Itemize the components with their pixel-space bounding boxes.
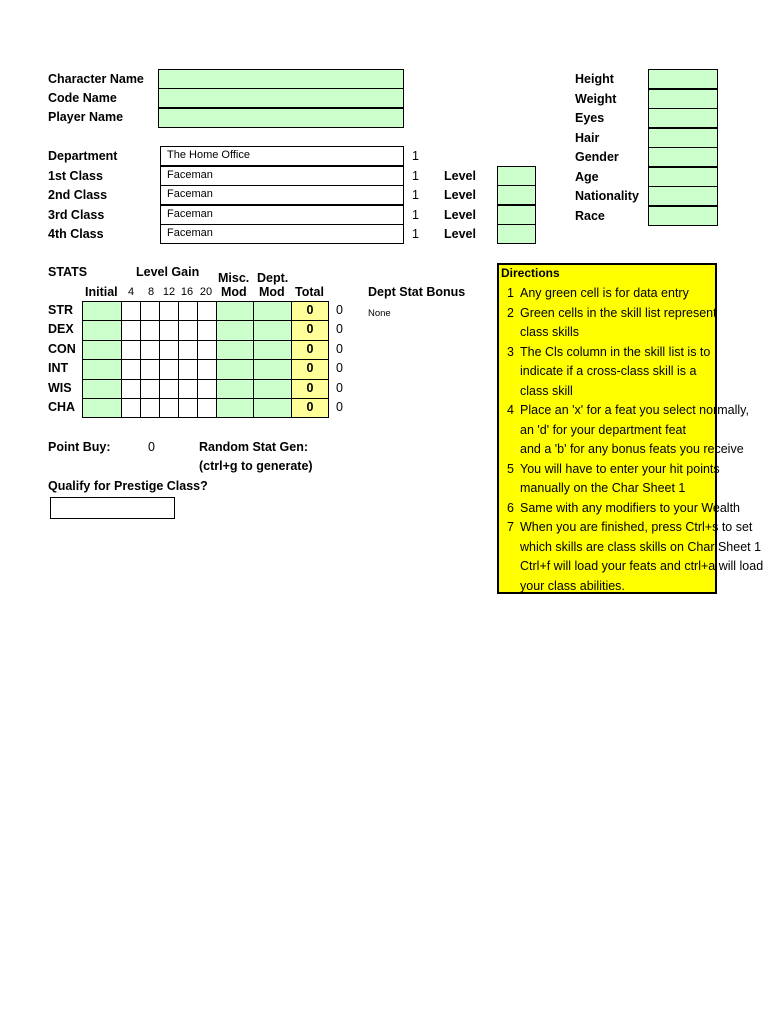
gain-12-cell[interactable]	[159, 340, 179, 360]
dept-stat-bonus-label: Dept Stat Bonus	[368, 285, 466, 299]
physical-label: Age	[575, 169, 599, 184]
gain-8-cell[interactable]	[140, 301, 160, 321]
level-field[interactable]	[497, 205, 536, 225]
stat-name: DEX	[48, 322, 74, 337]
dept-mod-label: Mod	[259, 285, 285, 299]
total-cell: 0	[291, 398, 329, 418]
level-label: Level	[444, 188, 476, 202]
gain-16-cell[interactable]	[178, 379, 198, 399]
direction-text: indicate if a cross-class skill is a	[520, 364, 697, 378]
level-label: Level	[444, 227, 476, 241]
level-gain-header: 16	[180, 286, 194, 298]
direction-text: Ctrl+f will load your feats and ctrl+a will load	[520, 559, 764, 573]
character-name-field[interactable]	[158, 69, 404, 89]
direction-text: Place an 'x' for a feat you select normally,	[520, 403, 749, 417]
physical-label: Hair	[575, 130, 600, 145]
physical-label: Height	[575, 72, 614, 86]
random-stat-gen-label: Random Stat Gen:	[199, 440, 309, 454]
class-row-label: 2nd Class	[48, 188, 108, 202]
dept-mod-cell[interactable]	[253, 398, 292, 418]
point-buy-label: Point Buy:	[48, 440, 111, 454]
class-row-label: 1st Class	[48, 168, 103, 183]
gain-12-cell[interactable]	[159, 320, 179, 340]
level-gain-label: Level Gain	[136, 265, 200, 279]
physical-label: Eyes	[575, 111, 605, 125]
gain-20-cell[interactable]	[197, 301, 217, 321]
misc-label: Misc.	[218, 271, 250, 285]
direction-text: Same with any modifiers to your Wealth	[520, 500, 741, 515]
character-name-label: Character Name	[48, 72, 144, 86]
class-row-label: 4th Class	[48, 227, 104, 241]
physical-field[interactable]	[648, 167, 718, 187]
physical-label: Gender	[575, 150, 619, 164]
class-value-field[interactable]: Faceman	[160, 224, 404, 244]
physical-label: Nationality	[575, 189, 639, 203]
total-cell: 0	[291, 320, 329, 340]
direction-text: The Cls column in the skill list is to	[520, 344, 711, 359]
code-name-label: Code Name	[48, 91, 117, 105]
physical-field[interactable]	[648, 186, 718, 206]
gain-4-cell[interactable]	[121, 340, 141, 360]
initial-cell[interactable]	[82, 398, 122, 418]
initial-cell[interactable]	[82, 320, 122, 340]
code-name-field[interactable]	[158, 88, 404, 108]
gain-8-cell[interactable]	[140, 379, 160, 399]
directions-title: Directions	[501, 266, 560, 280]
gain-4-cell[interactable]	[121, 398, 141, 418]
total-cell: 0	[291, 301, 329, 321]
stat-extra-value: 0	[336, 400, 343, 414]
direction-number: 1	[507, 286, 514, 300]
misc-mod-cell[interactable]	[216, 359, 254, 379]
class-value-field[interactable]: The Home Office	[160, 146, 404, 166]
player-name-field[interactable]	[158, 108, 404, 128]
gain-16-cell[interactable]	[178, 301, 198, 321]
level-field[interactable]	[497, 185, 536, 205]
physical-field[interactable]	[648, 108, 718, 128]
class-row-number: 1	[412, 168, 419, 183]
stat-name: STR	[48, 303, 73, 317]
misc-mod-cell[interactable]	[216, 398, 254, 418]
direction-text: Any green cell is for data entry	[520, 286, 689, 300]
gain-4-cell[interactable]	[121, 301, 141, 321]
dept-label: Dept.	[257, 271, 289, 285]
level-gain-header: 4	[127, 286, 135, 298]
direction-number: 5	[507, 461, 514, 476]
total-label: Total	[295, 285, 324, 299]
level-label: Level	[444, 168, 476, 183]
prestige-label: Qualify for Prestige Class?	[48, 479, 208, 493]
stat-extra-value: 0	[336, 322, 343, 337]
physical-field[interactable]	[648, 128, 718, 148]
direction-text: which skills are class skills on Char Sheet 1	[520, 539, 762, 554]
gain-8-cell[interactable]	[140, 359, 160, 379]
gain-20-cell[interactable]	[197, 398, 217, 418]
stat-extra-value: 0	[336, 380, 343, 395]
physical-field[interactable]	[648, 206, 718, 226]
gain-16-cell[interactable]	[178, 320, 198, 340]
direction-number: 2	[507, 305, 514, 320]
gain-16-cell[interactable]	[178, 359, 198, 379]
initial-cell[interactable]	[82, 340, 122, 360]
gain-12-cell[interactable]	[159, 301, 179, 321]
direction-text: manually on the Char Sheet 1	[520, 481, 686, 495]
dept-mod-cell[interactable]	[253, 379, 292, 399]
player-name-label: Player Name	[48, 110, 124, 124]
class-value-field[interactable]: Faceman	[160, 205, 404, 225]
class-row-number: 1	[412, 149, 419, 163]
level-label: Level	[444, 207, 476, 222]
gain-4-cell[interactable]	[121, 379, 141, 399]
level-gain-header: 12	[162, 286, 176, 298]
direction-text: Green cells in the skill list represent	[520, 305, 717, 320]
class-row-number: 1	[412, 207, 419, 222]
stat-name: WIS	[48, 380, 72, 395]
level-field[interactable]	[497, 224, 536, 244]
level-gain-header: 20	[199, 286, 213, 298]
gain-16-cell[interactable]	[178, 340, 198, 360]
stat-extra-value: 0	[336, 361, 343, 376]
dept-mod-cell[interactable]	[253, 320, 292, 340]
gain-4-cell[interactable]	[121, 320, 141, 340]
direction-text: your class abilities.	[520, 578, 625, 593]
stat-extra-value: 0	[336, 303, 343, 317]
physical-label: Weight	[575, 91, 617, 106]
class-row-number: 1	[412, 188, 419, 202]
direction-number: 4	[507, 403, 514, 417]
gain-20-cell[interactable]	[197, 320, 217, 340]
physical-field[interactable]	[648, 69, 718, 89]
initial-label: Initial	[85, 285, 118, 299]
direction-text: an 'd' for your department feat	[520, 422, 686, 437]
directions-box	[497, 263, 764, 594]
gain-8-cell[interactable]	[140, 340, 160, 360]
stats-title: STATS	[48, 265, 88, 279]
total-cell: 0	[291, 340, 329, 360]
random-stat-gen-hint: (ctrl+g to generate)	[199, 459, 313, 473]
direction-number: 7	[507, 520, 514, 534]
misc-mod-cell[interactable]	[216, 340, 254, 360]
dept-stat-bonus-value: None	[368, 308, 391, 319]
initial-cell[interactable]	[82, 379, 122, 399]
dept-mod-cell[interactable]	[253, 359, 292, 379]
stat-name: CON	[48, 341, 76, 356]
direction-number: 3	[507, 344, 514, 359]
direction-text: and a 'b' for any bonus feats you receive	[520, 442, 744, 456]
level-field[interactable]	[497, 166, 536, 186]
class-row-number: 1	[412, 227, 419, 241]
gain-12-cell[interactable]	[159, 359, 179, 379]
level-gain-header: 8	[147, 286, 155, 298]
direction-text: You will have to enter your hit points	[520, 461, 720, 476]
direction-text: When you are finished, press Ctrl+s to set	[520, 520, 753, 534]
stat-name: INT	[48, 361, 69, 376]
initial-cell[interactable]	[82, 301, 122, 321]
stat-name: CHA	[48, 400, 76, 414]
stat-extra-value: 0	[336, 341, 343, 356]
prestige-field[interactable]	[50, 497, 175, 519]
class-row-label: 3rd Class	[48, 207, 105, 222]
misc-mod-cell[interactable]	[216, 320, 254, 340]
gain-4-cell[interactable]	[121, 359, 141, 379]
class-row-label: Department	[48, 149, 118, 163]
gain-8-cell[interactable]	[140, 320, 160, 340]
total-cell: 0	[291, 379, 329, 399]
physical-field[interactable]	[648, 147, 718, 167]
class-value-field[interactable]: Faceman	[160, 185, 404, 205]
dept-mod-cell[interactable]	[253, 301, 292, 321]
gain-8-cell[interactable]	[140, 398, 160, 418]
direction-text: class skill	[520, 383, 573, 398]
misc-mod-cell[interactable]	[216, 379, 254, 399]
point-buy-value: 0	[148, 440, 155, 454]
gain-16-cell[interactable]	[178, 398, 198, 418]
gain-12-cell[interactable]	[159, 379, 179, 399]
initial-cell[interactable]	[82, 359, 122, 379]
gain-12-cell[interactable]	[159, 398, 179, 418]
misc-mod-cell[interactable]	[216, 301, 254, 321]
dept-mod-cell[interactable]	[253, 340, 292, 360]
physical-field[interactable]	[648, 89, 718, 109]
gain-20-cell[interactable]	[197, 340, 217, 360]
misc-mod-label: Mod	[221, 285, 247, 299]
direction-number: 6	[507, 500, 514, 515]
physical-label: Race	[575, 208, 605, 223]
class-value-field[interactable]: Faceman	[160, 166, 404, 186]
gain-20-cell[interactable]	[197, 379, 217, 399]
total-cell: 0	[291, 359, 329, 379]
gain-20-cell[interactable]	[197, 359, 217, 379]
direction-text: class skills	[520, 325, 580, 339]
